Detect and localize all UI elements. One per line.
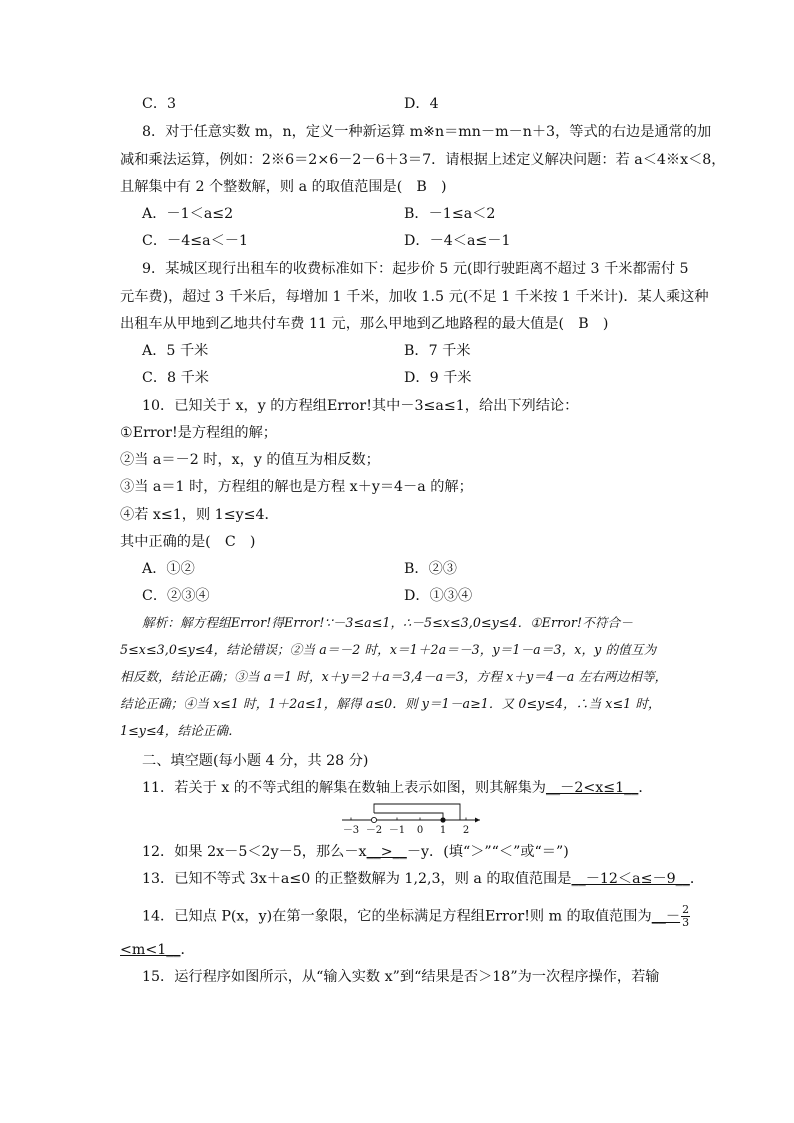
q11-text: 11．若关于 x 的不等式组的解集在数轴上表示如图，则其解集为 [142,780,546,796]
q9-line2: 元车费)，超过 3 千米后，每增加 1 千米，加收 1.5 元(不足 1 千米按 1 千米计)．某人乘这种 [120,289,709,305]
q13-end: ． [689,871,705,887]
q8-option-b: B．－1≤a＜2 [404,206,496,222]
section-heading-fill-in: 二、填空题(每小题 4 分，共 28 分) [142,753,369,769]
q14-answer-continued: <m<1__ [120,942,181,958]
q8-option-d: D．－4＜a≤－1 [404,233,511,249]
q9-line3: 出租车从甲地到乙地共付车费 11 元，那么甲地到乙地路程的最大值是( B ) [120,316,609,332]
range-bracket-upper [374,804,460,820]
tick-label: 0 [416,825,424,836]
axis-tick-labels [343,825,469,836]
q9-option-b: B．7 千米 [404,343,471,359]
tick-label: 2 [462,825,470,836]
axis-arrow-icon [475,818,480,823]
q10-statement-1: ①Error!是方程组的解； [120,425,277,441]
solution-line1: 解析：解方程组Error!得Error!∵－3≤a≤1，∴－5≤x≤3,0≤y≤4．①Error!不符合－ [142,615,633,630]
q13-text: 13．已知不等式 3x＋a≤0 的正整数解为 1,2,3，则 a 的取值范围是 [142,871,572,887]
q9-option-a: A．5 千米 [142,343,209,359]
q10-statement-2: ②当 a＝－2 时，x，y 的值互为相反数； [120,452,380,468]
q8-line3: 且解集中有 2 个整数解，则 a 的取值范围是( B ) [120,179,447,195]
q10-statement-4: ④若 x≤1，则 1≤y≤4． [120,507,279,523]
q14-fraction [681,904,690,929]
q14-end: ． [180,942,195,958]
q12-answer: __>__ [366,844,407,860]
tick-label: －2 [365,825,383,836]
open-endpoint-icon [371,817,376,822]
q14-text: 14．已知点 P(x，y)在第一象限，它的坐标满足方程组Error!则 m 的取值范围为 [142,908,652,925]
solution-line2: 5≤x≤3,0≤y≤4，结论错误；②当 a＝－2 时，x＝1＋2a＝－3，y＝1－a＝3，x，y 的值互为 [120,642,657,657]
q9-option-c: C．8 千米 [142,370,209,386]
q10-line1: 10．已知关于 x，y 的方程组Error!其中－3≤a≤1，给出下列结论： [142,398,579,414]
tick-label: 1 [439,825,447,836]
solution-line4: 结论正确；④当 x≤1 时，1＋2a≤1，解得 a≤0．则 y＝1－a≥1．又 0≤y≤4，∴当 x≤1 时， [120,696,661,711]
q13-line [142,869,705,889]
q10-option-d: D．①③④ [404,588,473,604]
range-bracket-lower [374,813,443,820]
solution-line3: 相反数，结论正确；③当 a＝1 时，x＋y＝2＋a＝3,4－a＝3，方程 x＋y＝4－a 左右两边相等， [120,669,668,684]
q14-fraction-denominator: 3 [682,916,690,929]
q14-line [142,904,702,929]
option-c: C．3 [142,96,177,112]
q14-answer-start: __－ [651,908,681,925]
q13-answer: __－12＜a≤－9__ [571,871,690,887]
q8-line2: 减和乘法运算，例如：2※6＝2×6－2－6＋3＝7．请根据上述定义解决问题：若 a＜4※x＜8， [120,152,726,168]
q12-text: 12．如果 2x－5＜2y－5，那么－x [142,844,367,860]
number-line-figure [336,800,486,836]
q10-option-b: B．②③ [404,561,457,577]
q11-end: ． [638,780,653,796]
q11-answer: __－2<x≤1__ [545,780,639,796]
tick-label: －1 [388,825,406,836]
q9-line1: 9．某城区现行出租车的收费标准如下：起步价 5 元(即行驶距离不超过 3 千米都需付 5 [142,261,689,277]
q14-fraction-numerator: 2 [682,903,690,916]
closed-endpoint-icon [440,817,445,822]
q10-ask: 其中正确的是( C ) [120,534,256,550]
q8-option-c: C．－4≤a＜－1 [142,233,249,249]
q15-line1: 15．运行程序如图所示，从“输入实数 x”到“结果是否＞18”为一次程序操作，若输 [142,969,660,985]
q12-end: －y．(填“＞”“＜”或“＝”) [406,844,569,860]
q10-option-a: A．①② [142,561,195,577]
q11-line [142,778,702,798]
q10-statement-3: ③当 a＝1 时，方程组的解也是方程 x＋y＝4－a 的解； [120,479,473,495]
q8-option-a: A．－1＜a≤2 [142,206,234,222]
q12-line [142,842,702,862]
q9-option-d: D．9 千米 [404,370,472,386]
option-d: D．4 [404,96,439,112]
solution-line5: 1≤y≤4，结论正确． [120,723,241,738]
tick-label: －3 [342,825,360,836]
q10-option-c: C．②③④ [142,588,210,604]
q8-line1: 8．对于任意实数 m，n，定义一种新运算 m※n＝mn－m－n＋3，等式的右边是通常的加 [142,124,712,140]
